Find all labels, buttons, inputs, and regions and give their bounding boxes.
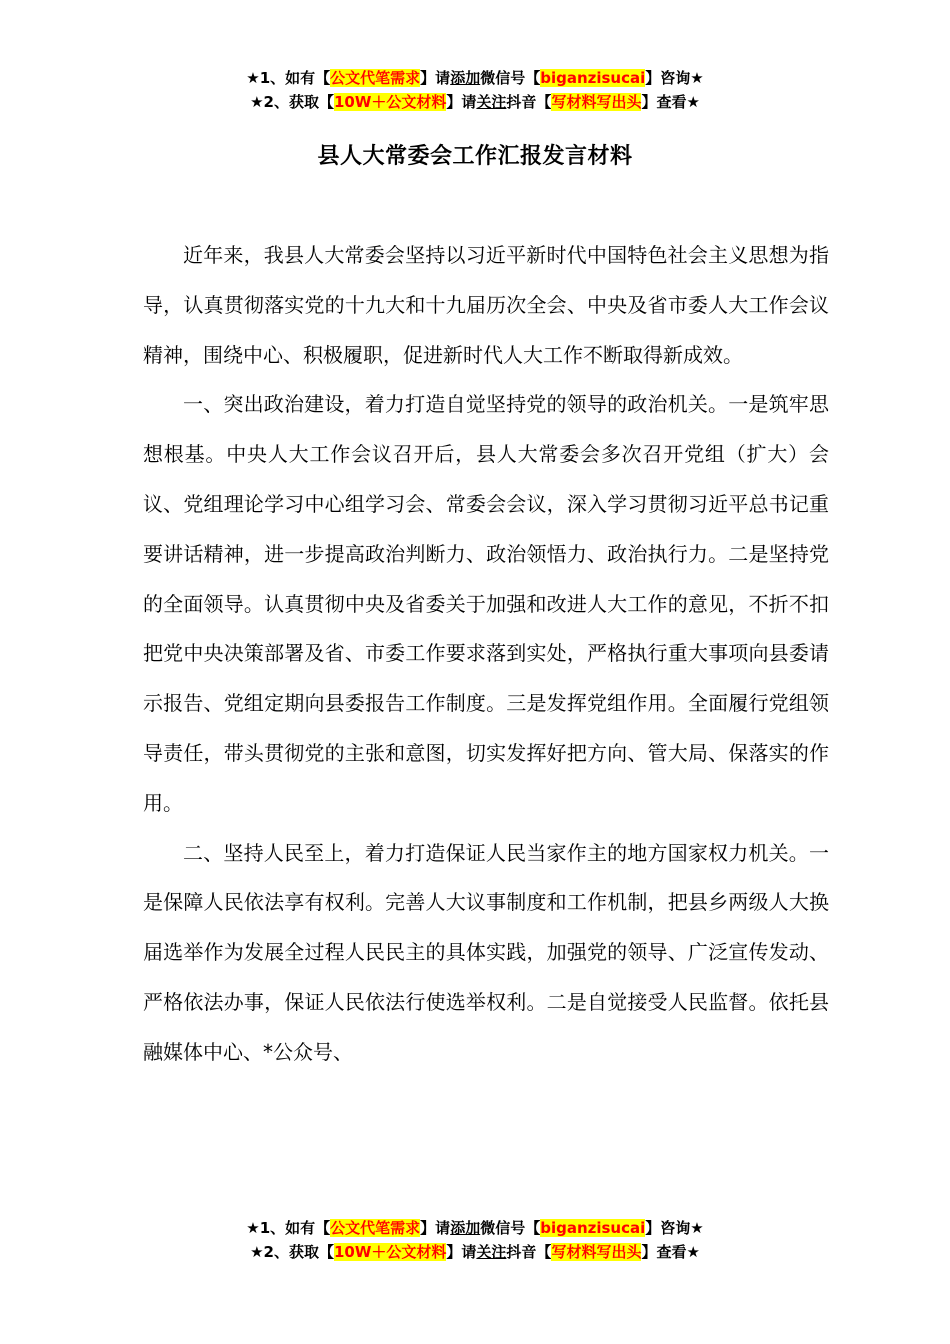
banner-text: ★1、如有【 <box>246 69 331 87</box>
banner-underline: 关注 <box>476 1243 507 1261</box>
banner-highlight: 公文代笔需求 <box>330 69 421 87</box>
banner-line-1 <box>0 66 950 90</box>
banner-text: 】咨询★ <box>645 1219 704 1237</box>
banner-underline: 添加 <box>450 1219 481 1237</box>
document-body <box>143 231 829 1078</box>
banner-text: 微信号【 <box>480 1219 541 1237</box>
banner-highlight: biganzisucai <box>540 69 646 87</box>
paragraph-section-1: 一、突出政治建设，着力打造自觉坚持党的领导的政治机关。一是筑牢思想根基。中央人大工作会议召开后，县人大常委会多次召开党组（扩大）会议、党组理论学习中心组学习会、常委会会议，深入学习贯彻习近平总书记重要讲话精神，进一步提高政治判断力、政治领悟力、政治执行力。二是坚持党的全面领导。认真贯彻中央及省委关于加强和改进人大工作的意见，不折不扣把党中央决策部署及省、市委工作要求落到实处，严格执行重大事项向县委请示报告、党组定期向县委报告工作制度。三是发挥党组作用。全面履行党组领导责任，带头贯彻党的主张和意图，切实发挥好把方向、管大局、保落实的作用。 <box>143 392 829 815</box>
banner-highlight: 写材料写出头 <box>551 93 642 111</box>
banner-text: 】请 <box>446 93 477 111</box>
banner-text: ★2、获取【 <box>250 93 334 111</box>
banner-highlight: biganzisucai <box>540 1219 646 1237</box>
header-banner <box>0 66 950 114</box>
footer-banner <box>0 1216 950 1264</box>
banner-text: 抖音【 <box>506 1243 552 1261</box>
banner-text: 】查看★ <box>641 93 700 111</box>
banner-text: 】请 <box>420 1219 451 1237</box>
paragraph-section-2: 二、坚持人民至上，着力打造保证人民当家作主的地方国家权力机关。一是保障人民依法享有权利。完善人大议事制度和工作机制，把县乡两级人大换届选举作为发展全过程人民民主的具体实践，加强党的领导、广泛宣传发动、严格依法办事，保证人民依法行使选举权利。二是自觉接受人民监督。依托县融媒体中心、*公众号、 <box>143 840 829 1064</box>
banner-highlight: 公文代笔需求 <box>330 1219 421 1237</box>
banner-text: 】请 <box>420 69 451 87</box>
banner-highlight: 写材料写出头 <box>551 1243 642 1261</box>
banner-line-2 <box>0 90 950 114</box>
banner-text: 】查看★ <box>641 1243 700 1261</box>
banner-underline: 关注 <box>476 93 507 111</box>
banner-text: 抖音【 <box>506 93 552 111</box>
banner-underline: 添加 <box>450 69 481 87</box>
banner-text: 】咨询★ <box>645 69 704 87</box>
banner-text: 微信号【 <box>480 69 541 87</box>
banner-text: ★1、如有【 <box>246 1219 331 1237</box>
banner-line-1 <box>0 1216 950 1240</box>
banner-text: ★2、获取【 <box>250 1243 334 1261</box>
paragraph-intro: 近年来，我县人大常委会坚持以习近平新时代中国特色社会主义思想为指导，认真贯彻落实党的十九大和十九届历次全会、中央及省市委人大工作会议精神，围绕中心、积极履职，促进新时代人大工作不断取得新成效。 <box>143 243 829 367</box>
banner-highlight: 10W＋公文材料 <box>333 1243 447 1261</box>
banner-line-2 <box>0 1240 950 1264</box>
banner-text: 】请 <box>446 1243 477 1261</box>
document-title: 县人大常委会工作汇报发言材料 <box>317 144 633 169</box>
banner-highlight: 10W＋公文材料 <box>333 93 447 111</box>
